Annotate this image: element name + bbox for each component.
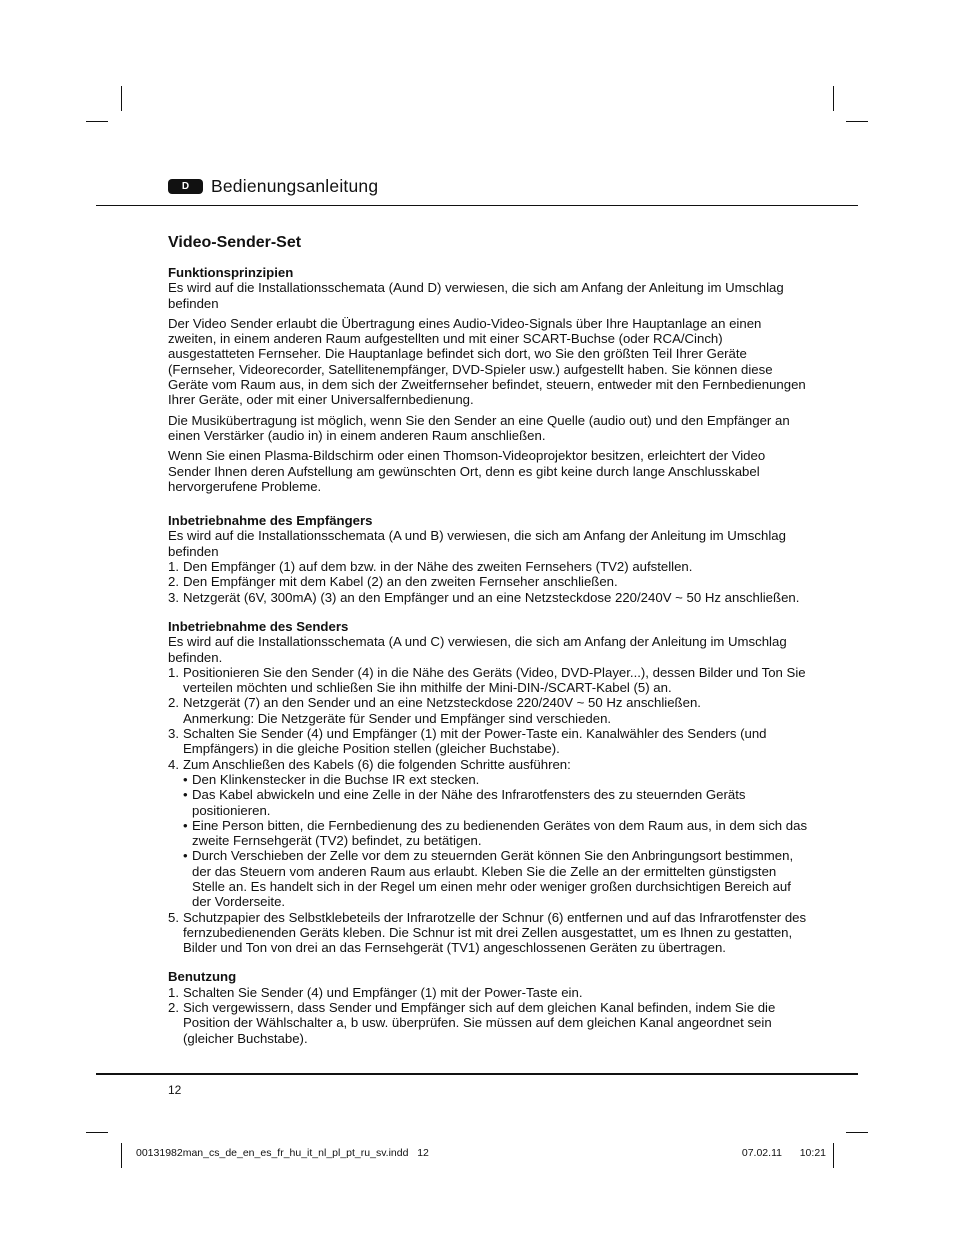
list-item: 5. Schutzpapier des Selbstklebeteils der Infrarotzelle der Schnur (6) entfernen und auf das Infrarotfenster des fernzubedienenden Geräts kleben. Die Schnur ist mit drei Zellen ausgestattet, um es Ihnen zu gestatten, Bilder und Ton von drei an das Fernsehgerät (TV1) angeschlossenen Geräten zu übertragen.	[168, 909, 807, 956]
list-item: 1. Schalten Sie Sender (4) und Empfänger (1) mit der Power-Taste ein.	[168, 984, 583, 1000]
crop-mark	[86, 1132, 108, 1133]
page-title: Video-Sender-Set	[168, 234, 302, 251]
bullet-item: • Das Kabel abwickeln und eine Zelle in der Nähe des Infrarotfensters des zu steuernden Geräts positionieren.	[183, 787, 746, 818]
paragraph: Es wird auf die Installationsschemata (A und C) verwiesen, die sich am Anfang der Anleitung im Umschlag befinden.	[168, 634, 787, 665]
crop-mark	[86, 121, 108, 122]
section-heading: Inbetriebnahme des Empfängers	[168, 513, 373, 529]
list-item: 1. Positionieren Sie den Sender (4) in die Nähe des Geräts (Video, DVD-Player...), dessen Bilder und Ton Sie verteilen möchten und schließen Sie ihn mithilfe der Mini-DIN-/SCART-Kabel (5) an.	[168, 664, 806, 696]
paragraph: Es wird auf die Installationsschemata (A und B) verwiesen, die sich am Anfang der Anleitung im Umschlag befinden	[168, 528, 786, 559]
bullet-item: • Durch Verschieben der Zelle vor dem zu steuernden Gerät können Sie den Anbringungsort bestimmen, der das Steuern vom anderen Raum aus erlaubt. Kleben Sie die Zelle an der ermittelten günstigsten Stelle an. Es handelt sich in der Regel um einen mehr oder weniger großen durchsichtigen Bereich auf der Vorderseite.	[183, 848, 794, 910]
paragraph: Die Musikübertragung ist möglich, wenn Sie den Sender an eine Quelle (audio out) und den Empfänger an einen Verstärker (audio in) in einem anderen Raum anschließen.	[168, 412, 790, 443]
paragraph: Wenn Sie einen Plasma-Bildschirm oder einen Thomson-Videoprojektor besitzen, erleichtert der Video Sender Ihnen deren Aufstellung am gewünschten Ort, denn es gibt keine durch lange Anschlusskabel hervorgerufene Probleme.	[168, 448, 766, 494]
list-item: 2. Sich vergewissern, dass Sender und Empfänger sich auf dem gleichen Kanal befinden, indem Sie die Position der Wählschalter a, b usw. überprüfen. Sie müssen auf dem gleichen Kanal angeordnet sein (gleicher Buchstabe).	[168, 1000, 776, 1046]
paragraph: Es wird auf die Installationsschemata (Aund D) verwiesen, die sich am Anfang der Anleitung im Umschlag befinden	[168, 280, 784, 311]
crop-mark	[833, 86, 834, 111]
crop-mark	[121, 1143, 122, 1168]
step-list	[168, 559, 808, 605]
note-text: Anmerkung: Die Netzgeräte für Sender und Empfänger sind verschieden.	[183, 710, 612, 726]
header-rule	[96, 205, 858, 206]
list-item: 2. Netzgerät (7) an den Sender und an eine Netzsteckdose 220/240V ~ 50 Hz anschließen. Anmerkung: Die Netzgeräte für Sender und Empfänger sind verschieden.	[168, 695, 701, 726]
step-list	[168, 665, 808, 956]
section-heading: Benutzung	[168, 969, 237, 985]
print-slug-file: 00131982man_cs_de_en_es_fr_hu_it_nl_pl_pt_ru_sv.indd 12	[136, 1147, 429, 1159]
print-slug-date: 07.02.11 10:21	[741, 1147, 826, 1159]
list-item: 3. Netzgerät (6V, 300mA) (3) an den Empfänger und an eine Netzsteckdose 220/240V ~ 50 Hz anschließen.	[168, 589, 800, 605]
section-heading: Funktionsprinzipien	[168, 265, 294, 280]
page-header	[168, 175, 378, 197]
language-badge: D	[168, 179, 203, 194]
bullet-item: • Eine Person bitten, die Fernbedienung des zu bedienenden Gerätes von dem Raum aus, in dem sich das zweite Fernsehgerät (TV2) befindet, zu betätigen.	[183, 817, 808, 849]
crop-mark	[833, 1143, 834, 1168]
section-heading: Inbetriebnahme des Senders	[168, 618, 349, 634]
bullet-list	[183, 772, 808, 910]
crop-mark	[846, 121, 868, 122]
header-title: Bedienungsanleitung	[211, 175, 379, 196]
list-item: 1. Den Empfänger (1) auf dem bzw. in der Nähe des zweiten Fernsehers (TV2) aufstellen.	[168, 559, 693, 575]
list-item: 3. Schalten Sie Sender (4) und Empfänger (1) mit der Power-Taste ein. Kanalwähler des Senders (und Empfängers) in die gleiche Position stellen (gleicher Buchstabe).	[168, 726, 767, 757]
list-item: 4. Zum Anschließen des Kabels (6) die folgenden Schritte ausführen: • Den Klinkenstecker in die Buchse IR ext stecken. • Das Kabel abwickeln und eine Zelle in der Nähe des Infrarotfensters des zu steuernden Geräts positionieren. • Eine Person bitten, die Fernbedienung des zu bedienenden Gerätes von dem Raum aus, in dem sich das zweite Fernsehgerät (TV2) befindet, zu betätigen. • Durch Verschieben der Zelle vor dem zu steuernden Gerät können Sie den Anbringungsort bestimmen, der das Steuern vom anderen Raum aus erlaubt. Kleben Sie die Zelle an der ermittelten günstigsten Stelle an. Es handelt sich in der Regel um einen mehr oder weniger großen durchsichtigen Bereich auf der Vorderseite.	[168, 756, 808, 910]
main-content	[168, 234, 808, 1046]
bullet-item: • Den Klinkenstecker in die Buchse IR ext stecken.	[183, 771, 480, 787]
list-item: 2. Den Empfänger mit dem Kabel (2) an den zweiten Fernseher anschließen.	[168, 574, 618, 590]
paragraph: Der Video Sender erlaubt die Übertragung eines Audio-Video-Signals über Ihre Hauptanlage an einen zweiten, in einem anderen Raum aufgestellten und mit einer SCART-Buchse (oder RCA/Cinch) ausgestatteten Fernseher. Die Hauptanlage befindet sich dort, wo Sie den größten Teil Ihrer Geräte (Fernseher, Videorecorder, Satellitenempfänger, DVD-Spieler usw.) aufgestellt haben. Sie können diese Geräte vom Raum aus, in dem sich der Zweitfernseher befindet, steuern, entweder mit den Fernbedienungen Ihrer Geräte, oder mit einer Universalfernbedienung.	[168, 315, 806, 408]
crop-mark	[846, 1132, 868, 1133]
crop-mark	[121, 86, 122, 111]
page-number: 12	[168, 1083, 182, 1097]
step-list	[168, 985, 808, 1046]
footer-rule	[96, 1073, 858, 1075]
